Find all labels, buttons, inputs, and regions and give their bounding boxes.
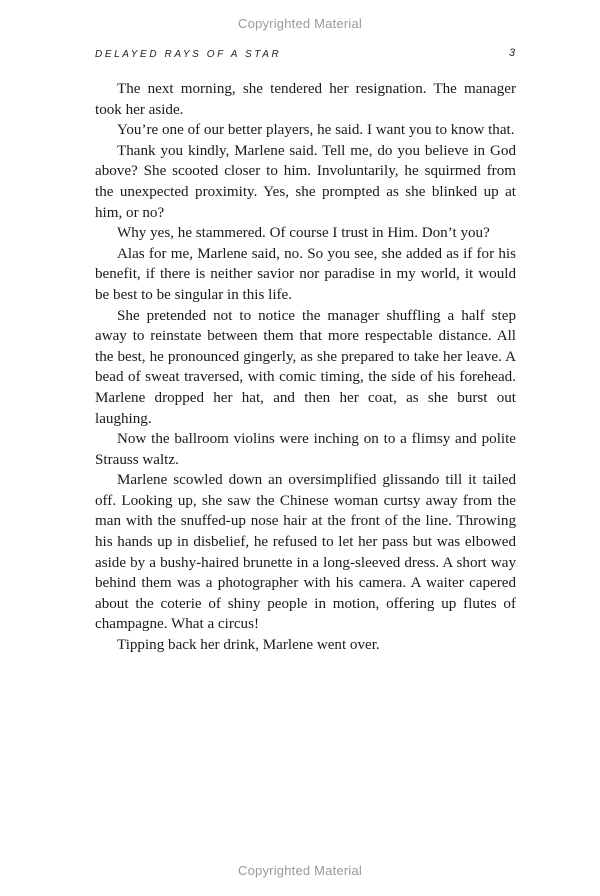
paragraph: Marlene scowled down an oversimplified glissando till it tailed off. Looking up, she saw the Chinese woman curtsy away from the man with the snuffed-up nose hair at the front of the line. Throwing his hands up in disbelief, he refused to let her pass but was elbowed aside by a bushy-haired brunette in a long-sleeved dress. A short way behind them was a photographer with his camera. A waiter capered about the coterie of shiny people in motion, offering up flutes of champagne. What a circus! [95,472,516,633]
paragraph: She pretended not to notice the manager shuffling a half step away to reinstate between them that more respectable distance. All the best, he pronounced gingerly, as she prepared to take her leave. A bead of sweat traversed, with comic timing, the side of his forehead. Marlene dropped her hat, and then her coat, as she burst out laughing. [95,307,516,427]
paragraph: You’re one of our better players, he said. I want you to know that. [117,122,515,139]
body-text [95,79,516,656]
watermark-top: Copyrighted Material [238,16,362,31]
watermark-bottom: Copyrighted Material [238,863,362,878]
paragraph: Why yes, he stammered. Of course I trust in Him. Don’t you? [117,225,490,242]
running-head: DELAYED RAYS OF A STAR [95,49,282,60]
paragraph: Alas for me, Marlene said, no. So you see, she added as if for his benefit, if there is neither savior nor paradise in my world, it would be best to be singular in this life. [95,245,516,303]
paragraph: The next morning, she tendered her resignation. The manager took her aside. [95,81,516,118]
paragraph: Thank you kindly, Marlene said. Tell me, do you believe in God above? She scooted closer to him. Involuntarily, he squirmed from the unexpected proximity. Yes, she prompted as she blinked up at him, or no? [95,142,516,221]
paragraph: Tipping back her drink, Marlene went over. [117,637,380,654]
paragraph: Now the ballroom violins were inching on to a flimsy and polite Strauss waltz. [95,431,516,468]
page-number: 3 [509,47,516,59]
